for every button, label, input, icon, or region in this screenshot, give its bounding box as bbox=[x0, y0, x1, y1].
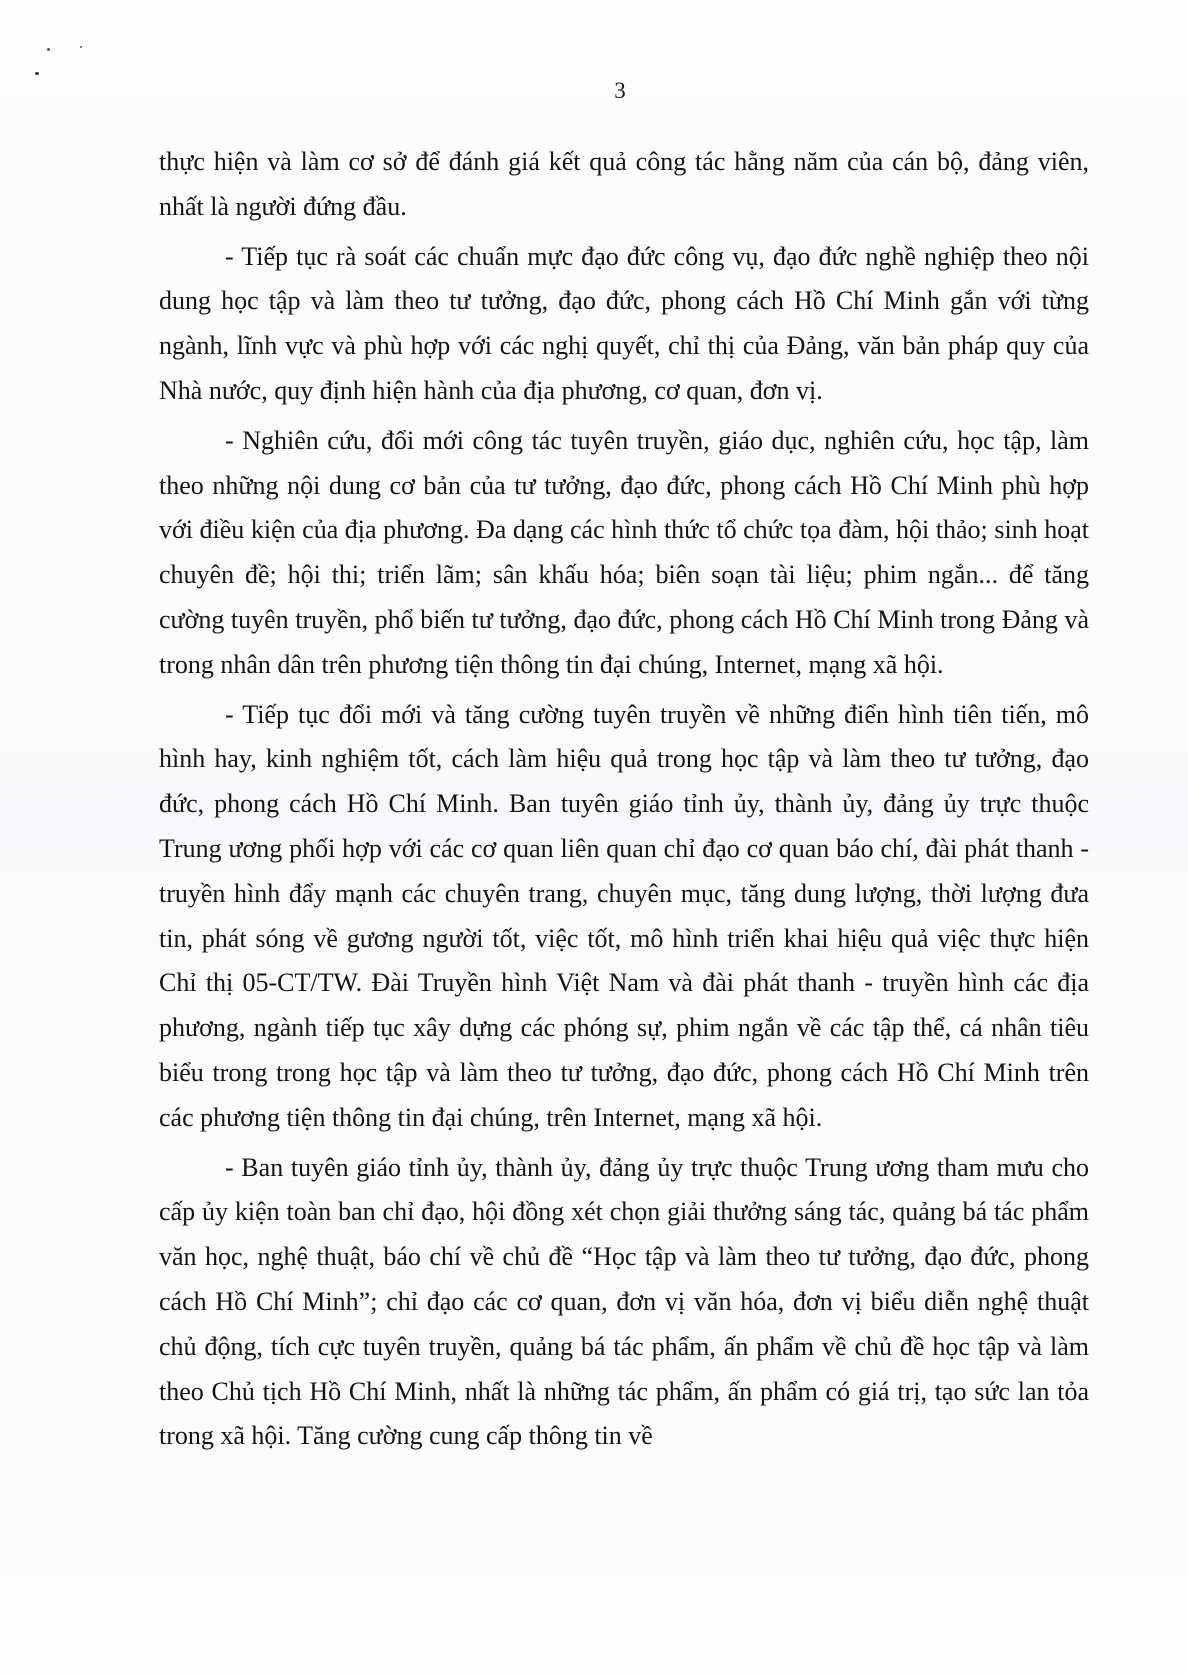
paragraph-review-standards: - Tiếp tục rà soát các chuẩn mực đạo đức công vụ, đạo đức nghề nghiệp theo nội dung học tập và làm theo tư tưởng, đạo đức, phong cách Hồ Chí Minh gắn với từng ngành, lĩnh vực và phù hợp với các nghị quyết, chỉ thị của Đảng, văn bản pháp quy của Nhà nước, quy định hiện hành của địa phương, cơ quan, đơn vị. bbox=[159, 241, 1089, 405]
scan-speck bbox=[35, 72, 39, 75]
paragraph-exemplary-models: - Tiếp tục đổi mới và tăng cường tuyên truyền về những điển hình tiên tiến, mô hình hay, kinh nghiệm tốt, cách làm hiệu quả trong học tập và làm theo tư tưởng, đạo đức, phong cách Hồ Chí Minh. Ban tuyên giáo tỉnh ủy, thành ủy, đảng ủy trực thuộc Trung ương phối hợp với các cơ quan liên quan chỉ đạo cơ quan báo chí, đài phát thanh - truyền hình đẩy mạnh các chuyên trang, chuyên mục, tăng dung lượng, thời lượng đưa tin, phát sóng về gương người tốt, việc tốt, mô hình triển khai hiệu quả việc thực hiện Chỉ thị 05-CT/TW. Đài Truyền hình Việt Nam và đài phát thanh - truyền hình các địa phương, ngành tiếp tục xây dựng các phóng sự, phim ngắn về các tập thể, cá nhân tiêu biểu trong trong học tập và làm theo tư tưởng, đạo đức, phong cách Hồ Chí Minh trên các phương tiện thông tin đại chúng, trên Internet, mạng xã hội. bbox=[159, 699, 1089, 1132]
paragraph-propaganda-board: - Ban tuyên giáo tỉnh ủy, thành ủy, đảng ủy trực thuộc Trung ương tham mưu cho cấp ủy kiện toàn ban chỉ đạo, hội đồng xét chọn giải thưởng sáng tác, quảng bá tác phẩm văn học, nghệ thuật, báo chí về chủ đề “Học tập và làm theo tư tưởng, đạo đức, phong cách Hồ Chí Minh”; chỉ đạo các cơ quan, đơn vị văn hóa, đơn vị biểu diễn nghệ thuật chủ động, tích cực tuyên truyền, quảng bá tác phẩm, ấn phẩm về chủ đề học tập và làm theo Chủ tịch Hồ Chí Minh, nhất là những tác phẩm, ấn phẩm có giá trị, tạo sức lan tỏa trong xã hội. Tăng cường cung cấp thông tin về bbox=[159, 1152, 1089, 1451]
paragraph-continuation: thực hiện và làm cơ sở để đánh giá kết quả công tác hằng năm của cán bộ, đảng viên, nhất là người đứng đầu. bbox=[159, 147, 1089, 221]
scan-speck bbox=[80, 46, 82, 48]
page-number: 3 bbox=[614, 78, 626, 103]
paragraph-propaganda-innovation: - Nghiên cứu, đổi mới công tác tuyên truyền, giáo dục, nghiên cứu, học tập, làm theo những nội dung cơ bản của tư tưởng, đạo đức, phong cách Hồ Chí Minh phù hợp với điều kiện của địa phương. Đa dạng các hình thức tổ chức tọa đàm, hội thảo; sinh hoạt chuyên đề; hội thi; triển lãm; sân khấu hóa; biên soạn tài liệu; phim ngắn... để tăng cường tuyên truyền, phổ biến tư tưởng, đạo đức, phong cách Hồ Chí Minh trong Đảng và trong nhân dân trên phương tiện thông tin đại chúng, Internet, mạng xã hội. bbox=[159, 425, 1089, 679]
scan-speck bbox=[47, 48, 50, 51]
body-text bbox=[159, 140, 1089, 1459]
